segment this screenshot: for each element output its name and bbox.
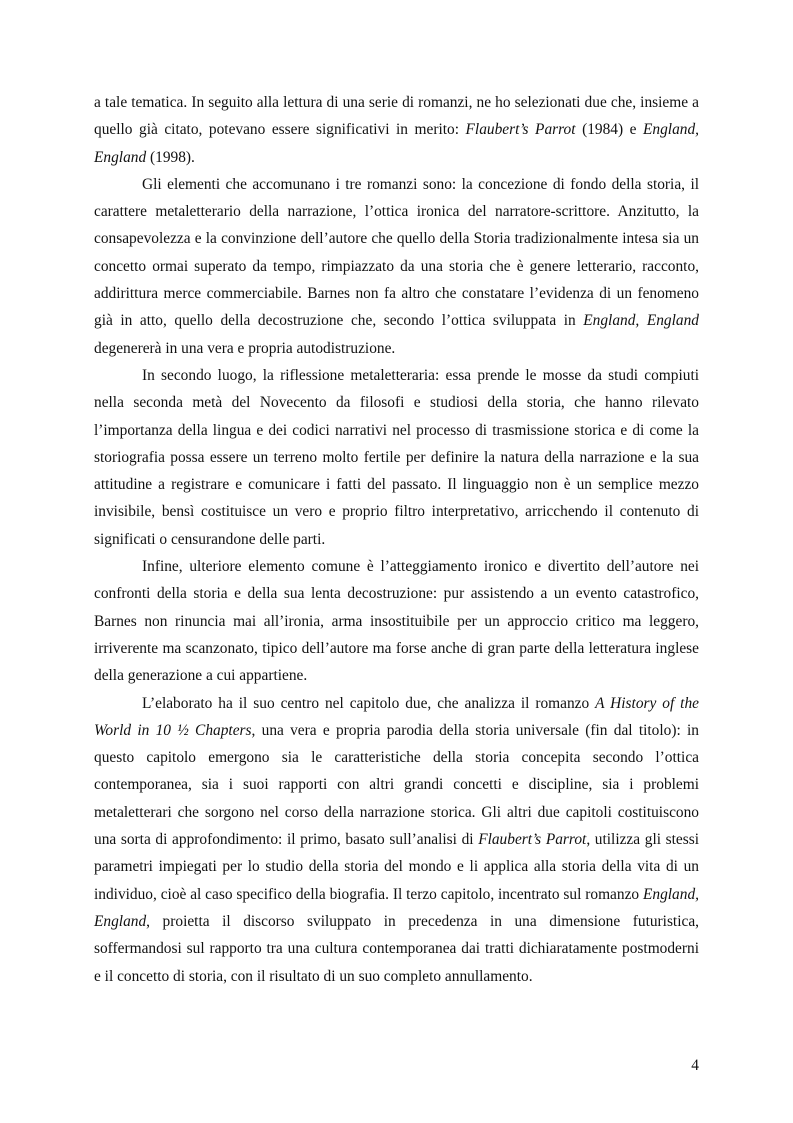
text-segment: L’elaborato ha il suo centro nel capitolo due, che analizza il romanzo (142, 694, 596, 712)
text-segment: Infine, ulteriore elemento comune è l’atteggiamento ironico e divertito dell’autore nei confronti della storia e della sua lenta decostruzione: pur assistendo a un evento catastrofico, Barnes non rinuncia mai all’ironia, arma insostituibile per un approccio critico ma leggero, irriverente ma scanzonato, tipico dell’autore ma forse anche di gran parte della letteratura inglese della generazione a cui appartiene. (94, 558, 699, 685)
text-segment: a tale tematica. In seguito alla lettura di una serie di romanzi, ne ho selezionati due che, insieme a quello già citato, potevano essere significativi in merito: (94, 94, 699, 139)
book-title: Flaubert’s Parrot (478, 831, 587, 849)
text-segment: (1984) e (575, 121, 643, 139)
text-segment: , proietta il discorso sviluppato in precedenza in una dimensione futuristica, soffermandosi sul rapporto tra una cultura contemporanea dai tratti dichiaratamente postmoderni e il concetto di storia, con il risultato di un suo completo annullamento. (94, 912, 699, 985)
text-segment: In secondo luogo, la riflessione metaletteraria: essa prende le mosse da studi compiuti nella seconda metà del Novecento da filosofi e studiosi della storia, che hanno rilevato l’importanza della lingua e dei codici narrativi nel processo di trasmissione storica e di come la storiografia possa essere un terreno molto fertile per definire la natura della narrazione e la sua attitudine a registrare e comunicare i fatti del passato. Il linguaggio non è un semplice mezzo invisibile, bensì costituisce un vero e proprio filtro interpretativo, arricchendo il contenuto di significati o censurandone delle parti. (94, 366, 699, 548)
paragraph-3 (94, 362, 699, 553)
paragraph-2 (94, 171, 699, 362)
text-segment: , una vera e propria parodia della storia universale (fin dal titolo): in questo capitolo emergono sia le caratteristiche della storia concepita secondo l’ottica contemporanea, sia i suoi rapporti con altri grandi concetti e discipline, sia i problemi metaletterari che sorgono nel corso della narrazione storica. Gli altri due capitoli costituiscono una sorta di approfondimento: il primo, basato sull’analisi di (94, 721, 699, 849)
paragraph-1 (94, 89, 699, 171)
page-body (94, 89, 699, 990)
book-title: A History of the World in 10 ½ Chapters (94, 694, 699, 739)
book-title: England, England (583, 312, 699, 330)
text-segment: Gli elementi che accomunano i tre romanzi sono: la concezione di fondo della storia, il carattere metaletterario della narrazione, l’ottica ironica del narratore-scrittore. Anzitutto, la consapevolezza e la convinzione dell’autore che quello della Storia tradizionalmente intesa sia un concetto ormai superato da tempo, rimpiazzato da una storia che è genere letterario, racconto, addirittura merce commerciabile. Barnes non fa altro che constatare l’evidenza di un fenomeno già in atto, quello della decostruzione che, secondo l’ottica sviluppata in (94, 175, 699, 330)
book-title: England, England (94, 885, 699, 930)
text-segment: degenererà in una vera e propria autodistruzione. (94, 339, 396, 357)
text-segment: (1998). (146, 148, 195, 166)
text-segment: , utilizza gli stessi parametri impiegati per lo studio della storia del mondo e li applica alla storia della vita di un individuo, cioè al caso specifico della biografia. Il terzo capitolo, incentrato sul romanzo (94, 831, 699, 903)
paragraph-4 (94, 553, 699, 689)
book-title: England, England (94, 121, 700, 166)
page-number: 4 (691, 1057, 699, 1074)
book-title: Flaubert’s Parrot (465, 121, 576, 139)
paragraph-5 (94, 690, 699, 990)
